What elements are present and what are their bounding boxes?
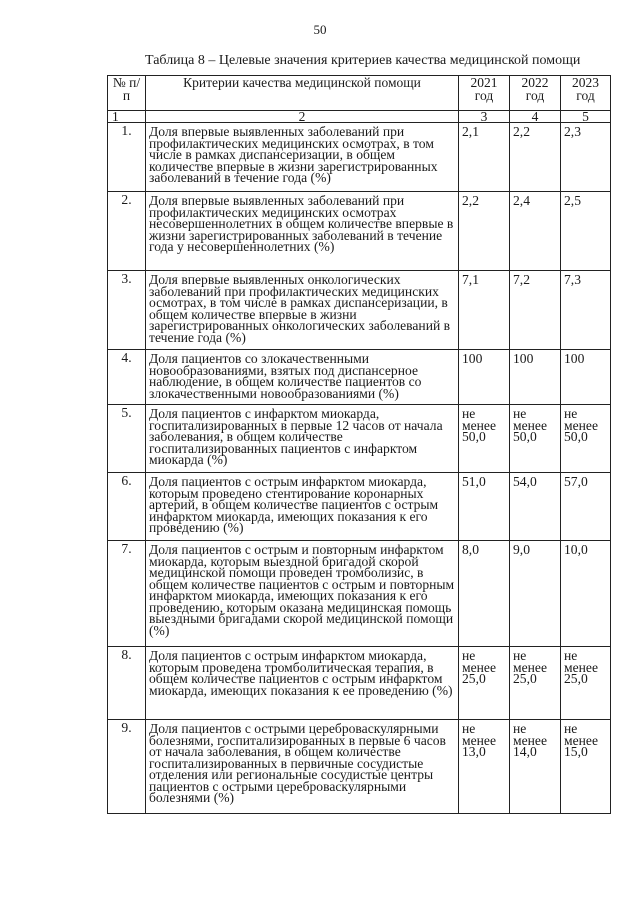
header-criteria: Критерии качества медицинской помощи [146, 76, 459, 111]
row-number: 2. [108, 192, 146, 271]
column-number-row [108, 111, 611, 123]
criterion-text: Доля впервые выявленных заболеваний при профилактических медицинских осмотрах, в том числе в рамках диспансеризации, в общем количестве впервые в жизни зарегистрированных заболеваний в течение года (%) [146, 123, 459, 192]
value-2023: 100 [561, 350, 611, 405]
criterion-text: Доля впервые выявленных заболеваний при профилактических медицинских осмотрах несовершеннолетних в общем количестве впервые в жизни зарегистрированных заболеваний в течение года у несовершеннолетних (%) [146, 192, 459, 271]
value-2021: 2,1 [459, 123, 510, 192]
value-2022: 9,0 [510, 541, 561, 647]
row-number: 6. [108, 473, 146, 541]
value-2023: 10,0 [561, 541, 611, 647]
value-2023: 2,5 [561, 192, 611, 271]
table-row [108, 271, 611, 350]
value-2023: 57,0 [561, 473, 611, 541]
criterion-text: Доля пациентов с острыми цереброваскулярными болезнями, госпитализированных в первые 6 часов от начала заболевания, в общем количестве госпитализированных в первичные сосудистые отделения или региональные сосудистые центры пациентов с острыми цереброваскулярными болезнями (%) [146, 720, 459, 814]
table-header-row [108, 76, 611, 111]
value-2021: 7,1 [459, 271, 510, 350]
value-2021: 100 [459, 350, 510, 405]
value-2022: не менее 50,0 [510, 405, 561, 473]
table-row [108, 647, 611, 720]
row-number: 5. [108, 405, 146, 473]
criterion-text: Доля впервые выявленных онкологических заболеваний при профилактических медицинских осмотрах, в том числе в рамках диспансеризации, в общем количестве впервые в жизни зарегистрированных онкологических заболеваний в течение года (%) [146, 271, 459, 350]
table-row [108, 405, 611, 473]
header-number: № п/п [108, 76, 146, 111]
row-number: 3. [108, 271, 146, 350]
criterion-text: Доля пациентов с инфарктом миокарда, госпитализированных в первые 12 часов от начала заболевания, в общем количестве госпитализированных пациентов с инфарктом миокарда (%) [146, 405, 459, 473]
header-2022: 2022 год [510, 76, 561, 111]
value-2021: 2,2 [459, 192, 510, 271]
criterion-text: Доля пациентов с острым инфарктом миокарда, которым проведена тромболитическая терапия, в общем количестве пациентов с острым инфарктом миокарда, имеющих показания к ее проведению (%) [146, 647, 459, 720]
table-row [108, 192, 611, 271]
table-row [108, 720, 611, 814]
column-number: 1 [108, 111, 146, 123]
value-2021: не менее 13,0 [459, 720, 510, 814]
table-row [108, 123, 611, 192]
value-2023: 7,3 [561, 271, 611, 350]
table-row [108, 473, 611, 541]
header-2023: 2023 год [561, 76, 611, 111]
row-number: 8. [108, 647, 146, 720]
value-2023: не менее 25,0 [561, 647, 611, 720]
value-2022: 7,2 [510, 271, 561, 350]
value-2022: 100 [510, 350, 561, 405]
table-row [108, 350, 611, 405]
value-2021: 51,0 [459, 473, 510, 541]
column-number: 3 [459, 111, 510, 123]
header-2021: 2021 год [459, 76, 510, 111]
value-2022: не менее 14,0 [510, 720, 561, 814]
value-2022: не менее 25,0 [510, 647, 561, 720]
value-2021: не менее 50,0 [459, 405, 510, 473]
value-2022: 2,4 [510, 192, 561, 271]
column-number: 5 [561, 111, 611, 123]
criterion-text: Доля пациентов с острым и повторным инфарктом миокарда, которым выездной бригадой скорой медицинской помощи проведен тромболизис, в общем количестве пациентов с острым и повторным инфарктом миокарда, имеющих показания к его проведению, которым оказана медицинская помощь выездными бригадами скорой медицинской помощи (%) [146, 541, 459, 647]
value-2021: 8,0 [459, 541, 510, 647]
table-caption: Таблица 8 – Целевые значения критериев качества медицинской помощи [145, 53, 581, 68]
column-number: 2 [146, 111, 459, 123]
page-number: 50 [313, 22, 327, 37]
value-2022: 54,0 [510, 473, 561, 541]
column-number: 4 [510, 111, 561, 123]
criterion-text: Доля пациентов со злокачественными новообразованиями, взятых под диспансерное наблюдение, в общем количестве пациентов со злокачественными новообразованиями (%) [146, 350, 459, 405]
row-number: 4. [108, 350, 146, 405]
value-2021: не менее 25,0 [459, 647, 510, 720]
row-number: 1. [108, 123, 146, 192]
value-2023: не менее 15,0 [561, 720, 611, 814]
value-2023: 2,3 [561, 123, 611, 192]
value-2022: 2,2 [510, 123, 561, 192]
quality-criteria-table [107, 75, 611, 814]
row-number: 7. [108, 541, 146, 647]
value-2023: не менее 50,0 [561, 405, 611, 473]
row-number: 9. [108, 720, 146, 814]
table-row [108, 541, 611, 647]
criterion-text: Доля пациентов с острым инфарктом миокарда, которым проведено стентирование коронарных артерий, в общем количестве пациентов с острым инфарктом миокарда, имеющих показания к его проведению (%) [146, 473, 459, 541]
